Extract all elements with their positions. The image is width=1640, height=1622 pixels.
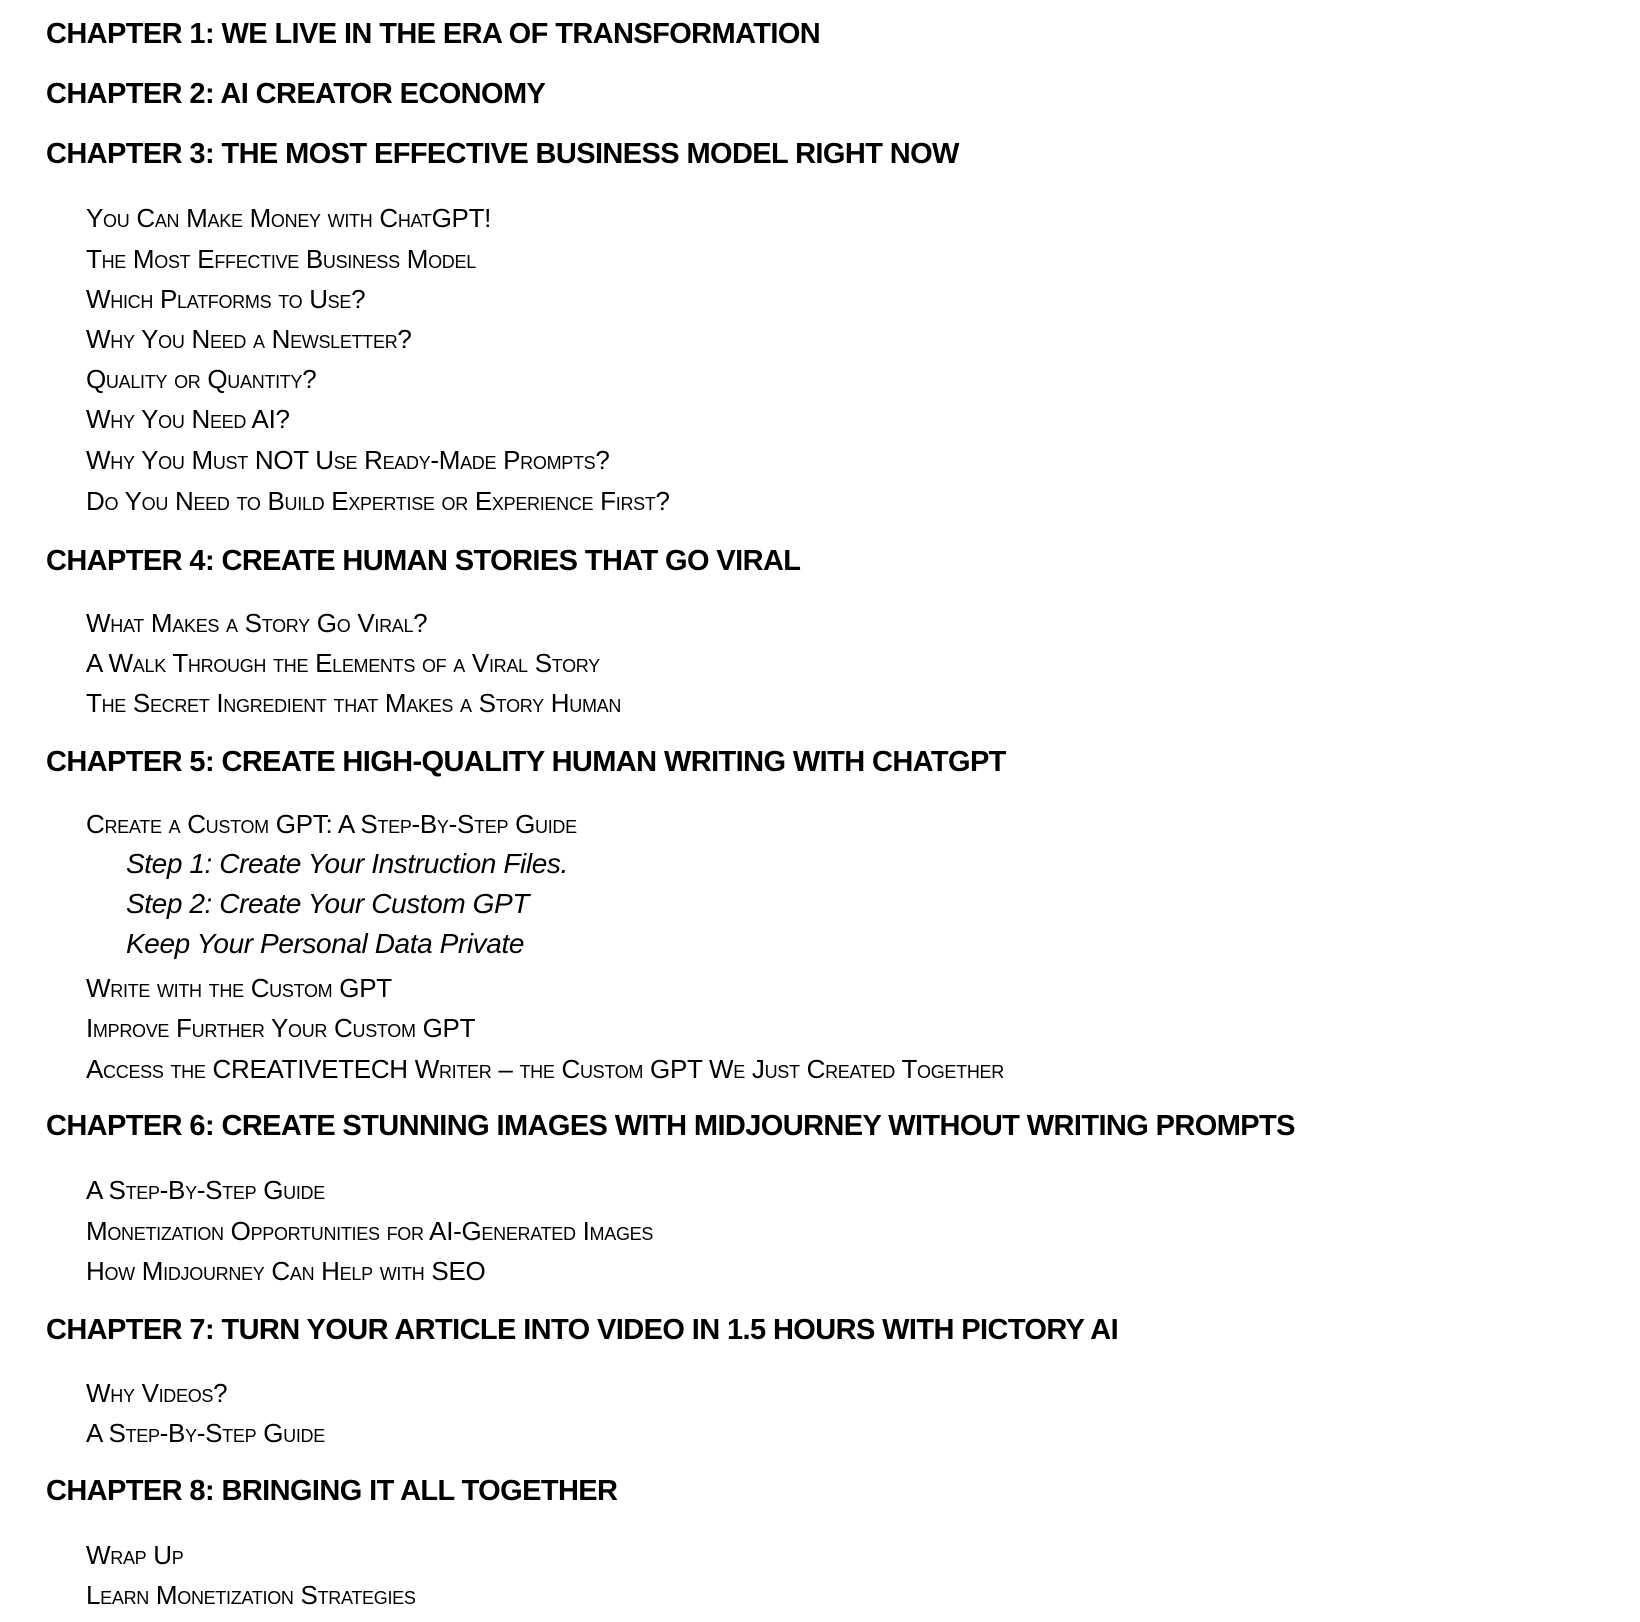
toc-chapter-heading[interactable]: CHAPTER 2: AI CREATOR ECONOMY <box>46 78 546 110</box>
toc-section-entry[interactable]: Access the CREATIVETECH Writer – the Custom GPT We Just Created Together <box>86 1054 1004 1084</box>
toc-subsection-entry[interactable]: Keep Your Personal Data Private <box>126 928 525 959</box>
toc-subsection-entry[interactable]: Step 1: Create Your Instruction Files. <box>126 848 568 879</box>
toc-section-entry[interactable]: A Step-By-Step Guide <box>86 1418 325 1448</box>
toc-chapter-heading[interactable]: CHAPTER 4: CREATE HUMAN STORIES THAT GO VIRAL <box>46 545 801 577</box>
toc-section-entry[interactable]: You Can Make Money with ChatGPT! <box>86 203 492 233</box>
toc-section-entry[interactable]: Why Videos? <box>86 1378 228 1408</box>
toc-section-entry[interactable]: Why You Need a Newsletter? <box>86 324 412 354</box>
toc-subsection-entry[interactable]: Step 2: Create Your Custom GPT <box>126 888 530 919</box>
toc-section-entry[interactable]: Do You Need to Build Expertise or Experience First? <box>86 486 670 516</box>
toc-section-entry[interactable]: Monetization Opportunities for AI-Generated Images <box>86 1216 654 1246</box>
toc-section-entry[interactable]: Which Platforms to Use? <box>86 284 366 314</box>
toc-section-entry[interactable]: A Step-By-Step Guide <box>86 1175 325 1205</box>
toc-section-entry[interactable]: Why You Must NOT Use Ready-Made Prompts? <box>86 445 610 475</box>
toc-section-entry[interactable]: Why You Need AI? <box>86 404 290 434</box>
toc-section-entry[interactable]: A Walk Through the Elements of a Viral Story <box>86 648 600 678</box>
toc-section-entry[interactable]: Create a Custom GPT: A Step-By-Step Guide <box>86 809 577 839</box>
toc-chapter-heading[interactable]: CHAPTER 6: CREATE STUNNING IMAGES WITH MIDJOURNEY WITHOUT WRITING PROMPTS <box>46 1110 1295 1142</box>
toc-section-entry[interactable]: Improve Further Your Custom GPT <box>86 1013 476 1043</box>
toc-section-entry[interactable]: How Midjourney Can Help with SEO <box>86 1256 486 1286</box>
toc-section-entry[interactable]: Write with the Custom GPT <box>86 973 392 1003</box>
toc-section-entry[interactable]: What Makes a Story Go Viral? <box>86 608 428 638</box>
toc-section-entry[interactable]: The Most Effective Business Model <box>86 244 476 274</box>
toc-section-entry[interactable]: Quality or Quantity? <box>86 364 317 394</box>
toc-section-entry[interactable]: Learn Monetization Strategies <box>86 1580 416 1610</box>
toc-section-entry[interactable]: The Secret Ingredient that Makes a Story Human <box>86 688 622 718</box>
toc-chapter-heading[interactable]: CHAPTER 3: THE MOST EFFECTIVE BUSINESS MODEL RIGHT NOW <box>46 138 959 170</box>
toc-chapter-heading[interactable]: CHAPTER 8: BRINGING IT ALL TOGETHER <box>46 1475 618 1507</box>
toc-chapter-heading[interactable]: CHAPTER 7: TURN YOUR ARTICLE INTO VIDEO IN 1.5 HOURS WITH PICTORY AI <box>46 1314 1119 1346</box>
toc-chapter-heading[interactable]: CHAPTER 5: CREATE HIGH-QUALITY HUMAN WRITING WITH CHATGPT <box>46 746 1006 778</box>
toc-chapter-heading[interactable]: CHAPTER 1: WE LIVE IN THE ERA OF TRANSFORMATION <box>46 18 821 50</box>
toc-section-entry[interactable]: Wrap Up <box>86 1540 184 1570</box>
